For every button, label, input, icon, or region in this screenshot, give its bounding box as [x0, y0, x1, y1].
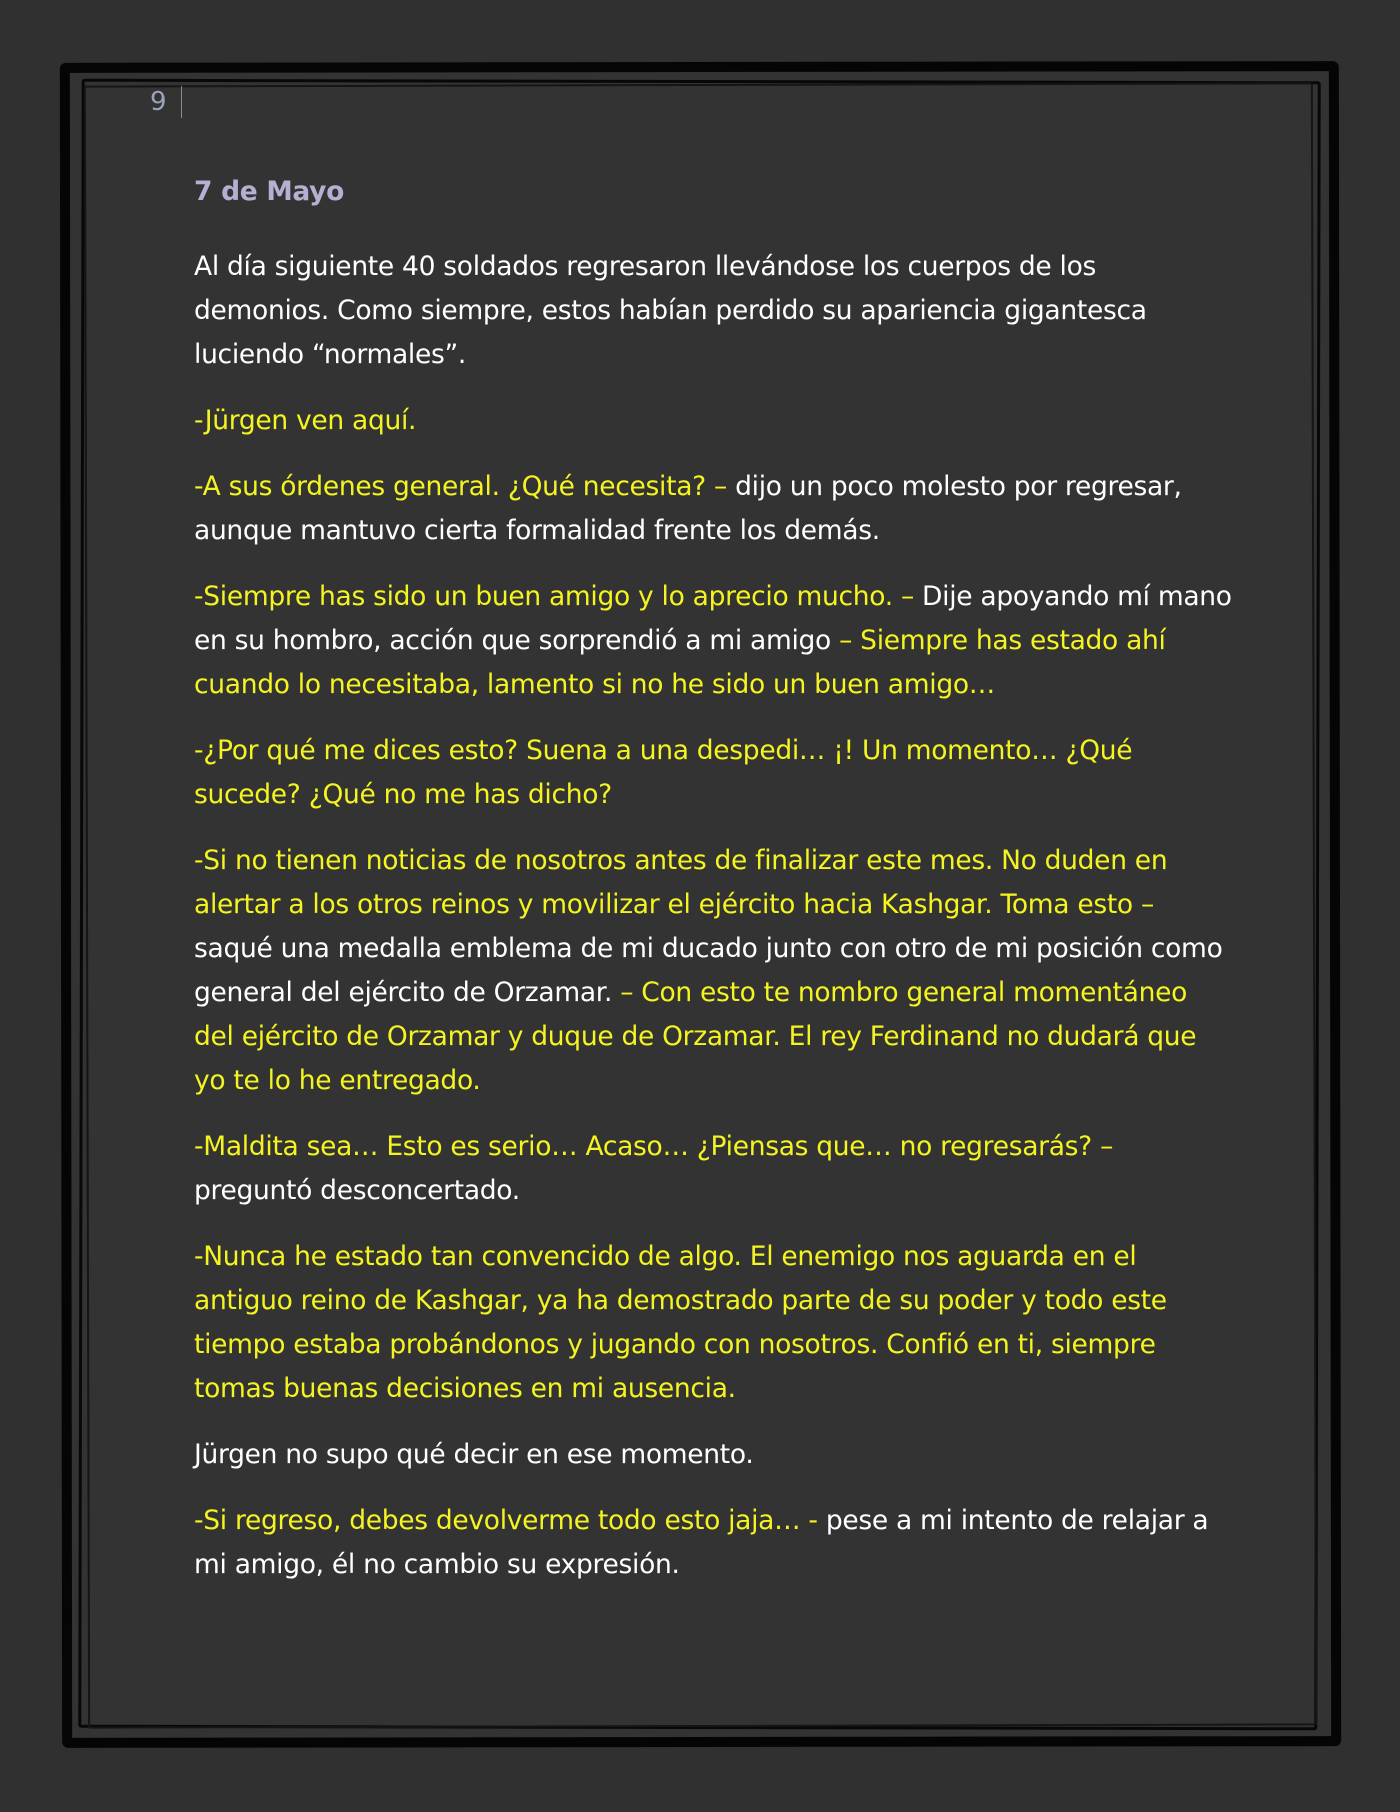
dialogue-text: -A sus órdenes general. ¿Qué necesita? –	[194, 471, 727, 502]
dialogue-text: -Si regreso, debes devolverme todo esto jaja… -	[194, 1505, 818, 1536]
dialogue-text: -Siempre has sido un buen amigo y lo aprecio mucho. –	[194, 581, 914, 612]
narration-text: dijo un poco molesto por regresar, aunque mantuvo cierta formalidad frente los demás.	[194, 471, 1182, 546]
narration-text: Jürgen no supo qué decir en ese momento.	[194, 1439, 754, 1470]
page-number: 9	[150, 87, 167, 117]
story-paragraph	[194, 1125, 1234, 1213]
dialogue-text: -Maldita sea… Esto es serio… Acaso… ¿Piensas que… no regresarás? –	[194, 1131, 1114, 1162]
page-number-divider	[181, 86, 182, 118]
dialogue-text: -¿Por qué me dices esto? Suena a una despedi… ¡! Un momento… ¿Qué sucede? ¿Qué no me has dicho?	[194, 735, 1133, 810]
dialogue-text: -Si no tienen noticias de nosotros antes de finalizar este mes. No duden en alertar a los otros reinos y movilizar el ejército hacia Kashgar. Toma esto –	[194, 845, 1168, 920]
narration-text: preguntó desconcertado.	[194, 1175, 520, 1206]
story-paragraph	[194, 575, 1234, 707]
story-paragraph	[194, 729, 1234, 817]
story-paragraph	[194, 1235, 1234, 1411]
story-paragraph	[194, 839, 1234, 1103]
story-paragraph	[194, 465, 1234, 553]
page-content	[194, 170, 1234, 1609]
narration-text: saqué una medalla emblema de mi ducado junto con otro de mi posición como general del ejército de Orzamar.	[194, 933, 1223, 1008]
date-heading: 7 de Mayo	[194, 176, 345, 207]
dialogue-text: -Nunca he estado tan convencido de algo. El enemigo nos aguarda en el antiguo reino de Kashgar, ya ha demostrado parte de su poder y todo este tiempo estaba probándonos y jugando con nosotros. Confió en ti, siempre tomas buenas decisiones en mi ausencia.	[194, 1241, 1167, 1404]
story-paragraph	[194, 245, 1234, 377]
narration-text: Al día siguiente 40 soldados regresaron llevándose los cuerpos de los demonios. Como siempre, estos habían perdido su apariencia gigantesca luciendo “normales”.	[194, 251, 1147, 370]
story-text	[194, 245, 1234, 1587]
dialogue-text: – Siempre has estado ahí cuando lo necesitaba, lamento si no he sido un buen amigo…	[194, 625, 1166, 700]
narration-text: Dije apoyando mí mano en su hombro, acción que sorprendió a mi amigo	[194, 581, 1232, 656]
story-paragraph	[194, 1499, 1234, 1587]
narration-text: pese a mi intento de relajar a mi amigo, él no cambio su expresión.	[194, 1505, 1209, 1580]
story-paragraph	[194, 1433, 1234, 1477]
dialogue-text: -Jürgen ven aquí.	[194, 405, 417, 436]
story-paragraph	[194, 399, 1234, 443]
dialogue-text: – Con esto te nombro general momentáneo del ejército de Orzamar y duque de Orzamar. El rey Ferdinand no dudará que yo te lo he entregado.	[194, 977, 1197, 1096]
